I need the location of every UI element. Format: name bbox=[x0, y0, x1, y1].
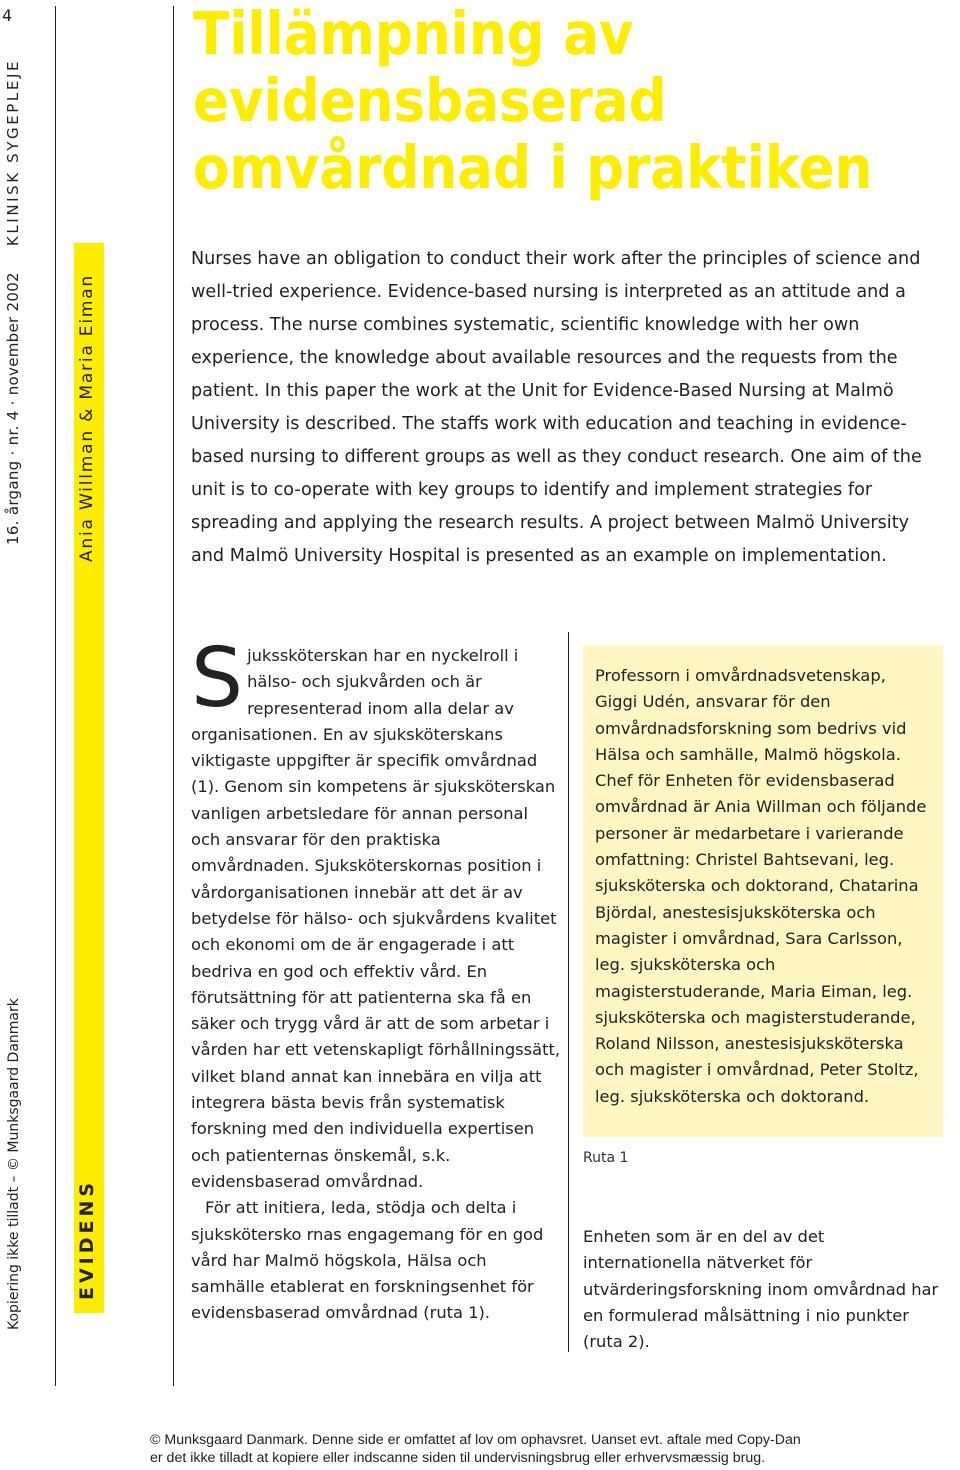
category-label: EVIDENS bbox=[76, 1178, 98, 1300]
issue-info: 16. årgang · nr. 4 · november 2002 bbox=[4, 272, 22, 545]
body-paragraph-1: jukssköterskan har en nyckelroll i hälso- och sjukvården och är representerad inom alla delar av organisationen. En av sjuksköterskans viktigaste uppgifter är specifik omvårdnad (1). Genom sin kompetens är sjuksköterskan vanligen arbetsledare för annan personal och ansvarar för den praktiska omvårdnaden. Sjuksköterskornas position i vårdorganisationen innebär att det är av betydelse för hälso- och sjukvårdens kvalitet och ekonomi om de är engagerade i att bedriva en god och effektiv vård. En förutsättning för att patienterna ska få en säker och trygg vård är att de som arbetar i vården har ett vetenskapligt förhållningssätt, vilket bland annat kan innebära en vilja att integrera bästa bevis från systematisk forskning med den individuella expertisen och patienternas önskemål, s.k. evidensbaserad omvårdnad. bbox=[191, 646, 561, 1191]
page-number: 4 bbox=[2, 6, 13, 25]
box-caption: Ruta 1 bbox=[583, 1150, 629, 1166]
staff-box-text: Professorn i omvårdnadsvetenskap, Giggi Udén, ansvarar för den omvårdnadsforskning som bedrivs vid Hälsa och samhälle, Malmö högskola. Chef för Enheten för evidensbaserad omvårdnad är Ania Willman och följande personer är medarbetare i varierande omfattning: Christel Bahtsevani, leg. sjuksköterska och doktorand, Chatarina Björdal, anestesisjuksköterska och magister i omvårdnad, Sara Carlsson, leg. sjuksköterska och magisterstuderande, Maria Eiman, leg. sjuksköterska och magisterstuderande, Roland Nilsson, anestesisjuksköterska och magister i omvårdnad, Peter Stoltz, leg. sjuksköterska och doktorand. bbox=[595, 666, 927, 1106]
body-paragraph-right: Enheten som är en del av det internationella nätverket för utvärderingsforskning inom omvårdnad har en formulerad målsättning i nio punkter (ruta 2). bbox=[583, 1227, 939, 1352]
sidebar-rule-right bbox=[173, 6, 174, 1386]
footer-line-1: © Munksgaard Danmark. Denne side er omfattet af lov om ophavsret. Uanset evt. aftale med Copy-Dan bbox=[150, 1432, 801, 1448]
body-column-left bbox=[191, 631, 561, 1327]
footer-copyright bbox=[150, 1431, 950, 1467]
sidebar-rule-left bbox=[55, 6, 56, 1386]
journal-info bbox=[4, 59, 22, 545]
article-title: Tillämpning av evidensbaserad omvårdnad i praktiken bbox=[193, 0, 873, 202]
body-paragraph-2: För att initiera, leda, stödja och delta i sjukskötersko rnas engagemang för en god vård har Malmö högskola, Hälsa och samhälle etablerat en forskningsenhet för evidensbaserad omvårdnad (ruta 1). bbox=[191, 1198, 544, 1323]
column-divider bbox=[568, 632, 569, 1352]
section-name: KLINISK SYGEPLEJE bbox=[4, 58, 22, 247]
article-authors: Ania Willman & Maria Eiman bbox=[77, 273, 97, 562]
staff-box bbox=[583, 645, 943, 1137]
drop-cap: S bbox=[191, 631, 244, 726]
copyright-vertical: Kopiering ikke tilladt – © Munksgaard Danmark bbox=[6, 998, 22, 1330]
abstract: Nurses have an obligation to conduct their work after the principles of science and well-tried experience. Evidence-based nursing is interpreted as an attitude and a process. The nurse combines systematic, scientific knowledge with her own experience, the knowledge about available resources and the requests from the patient. In this paper the work at the Unit for Evidence-Based Nursing at Malmö University is described. The staffs work with education and teaching in evidence-based nursing to different groups as well as they conduct research. One aim of the unit is to co-operate with key groups to identify and implement strategies for spreading and applying the research results. A project between Malmö University and Malmö University Hospital is presented as an example on implementation. bbox=[191, 249, 922, 566]
footer-line-2: er det ikke tilladt at kopiere eller indscanne siden til undervisningsbrug eller erhvervsmæssig brug. bbox=[150, 1450, 766, 1466]
